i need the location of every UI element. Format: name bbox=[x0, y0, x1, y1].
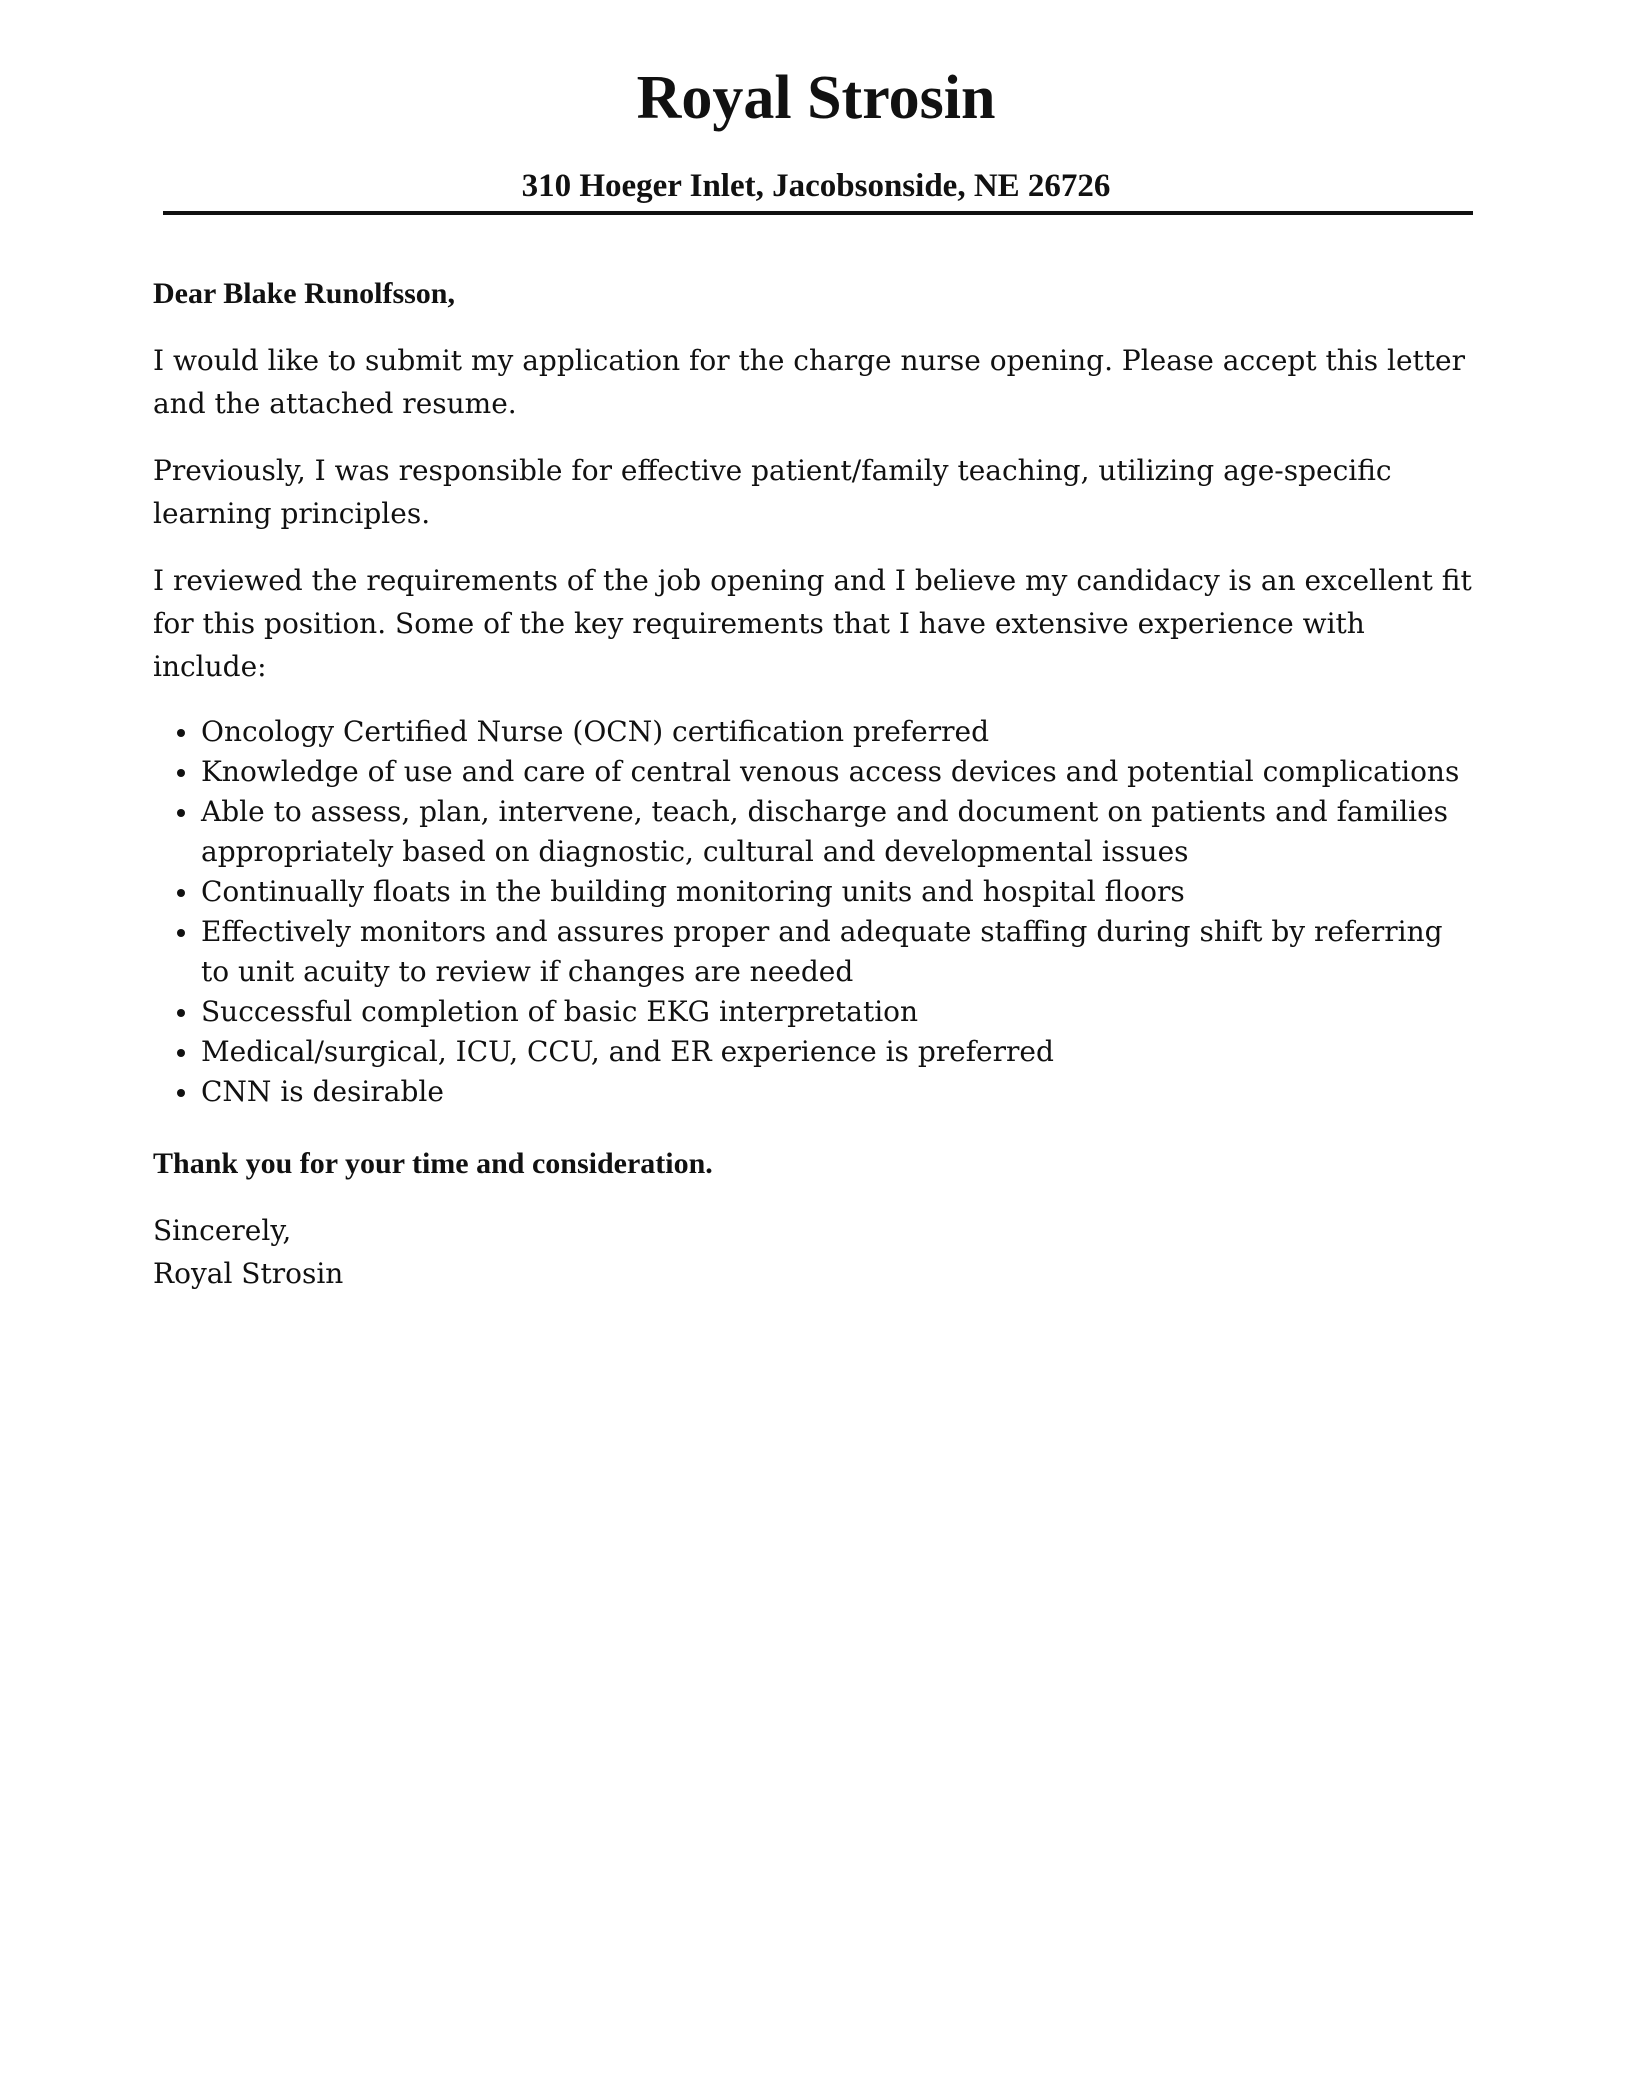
bullet-icon bbox=[177, 1049, 185, 1057]
bullet-icon bbox=[177, 889, 185, 897]
list-item-text: Continually floats in the building monitoring units and hospital floors bbox=[201, 875, 1185, 908]
bullet-icon bbox=[177, 769, 185, 777]
list-item bbox=[153, 992, 1473, 1032]
list-item bbox=[153, 1032, 1473, 1072]
bullet-icon bbox=[177, 729, 185, 737]
list-item-text: Medical/surgical, ICU, CCU, and ER experience is preferred bbox=[201, 1035, 1054, 1068]
list-item-text: Effectively monitors and assures proper and adequate staffing during shift by referring to unit acuity to review if changes are needed bbox=[201, 915, 1443, 988]
requirements-list bbox=[153, 712, 1473, 1112]
header-divider bbox=[163, 211, 1473, 215]
paragraph-intro: I would like to submit my application for the charge nurse opening. Please accept this letter and the attached resume. bbox=[153, 344, 1465, 420]
bullet-icon bbox=[177, 809, 185, 817]
bullet-icon bbox=[177, 1089, 185, 1097]
list-item-text: Knowledge of use and care of central venous access devices and potential complications bbox=[201, 755, 1460, 788]
sender-address: 310 Hoeger Inlet, Jacobsonside, NE 26726 bbox=[521, 168, 1111, 204]
list-item-text: Successful completion of basic EKG interpretation bbox=[201, 995, 919, 1028]
salutation: Dear Blake Runolfsson, bbox=[153, 277, 455, 310]
letter-body bbox=[153, 272, 1473, 1295]
list-item bbox=[153, 1072, 1473, 1112]
bullet-icon bbox=[177, 929, 185, 937]
sender-name: Royal Strosin bbox=[636, 64, 996, 132]
list-item-text: Able to assess, plan, intervene, teach, discharge and document on patients and families appropriately based on diagnostic, cultural and developmental issues bbox=[201, 795, 1449, 868]
list-item-text: CNN is desirable bbox=[201, 1075, 444, 1108]
list-item bbox=[153, 752, 1473, 792]
list-item bbox=[153, 872, 1473, 912]
list-item bbox=[153, 792, 1473, 872]
paragraph-requirements: I reviewed the requirements of the job opening and I believe my candidacy is an excellent fit for this position. Some of the key requirements that I have extensive experience with include: bbox=[153, 564, 1472, 683]
list-item-text: Oncology Certified Nurse (OCN) certification preferred bbox=[201, 715, 989, 748]
signature: Royal Strosin bbox=[153, 1257, 344, 1290]
list-item bbox=[153, 912, 1473, 992]
paragraph-experience: Previously, I was responsible for effective patient/family teaching, utilizing age-specific learning principles. bbox=[153, 454, 1392, 530]
closing: Sincerely, bbox=[153, 1214, 292, 1247]
bullet-icon bbox=[177, 1009, 185, 1017]
list-item bbox=[153, 712, 1473, 752]
thanks-line: Thank you for your time and consideration. bbox=[153, 1147, 713, 1180]
